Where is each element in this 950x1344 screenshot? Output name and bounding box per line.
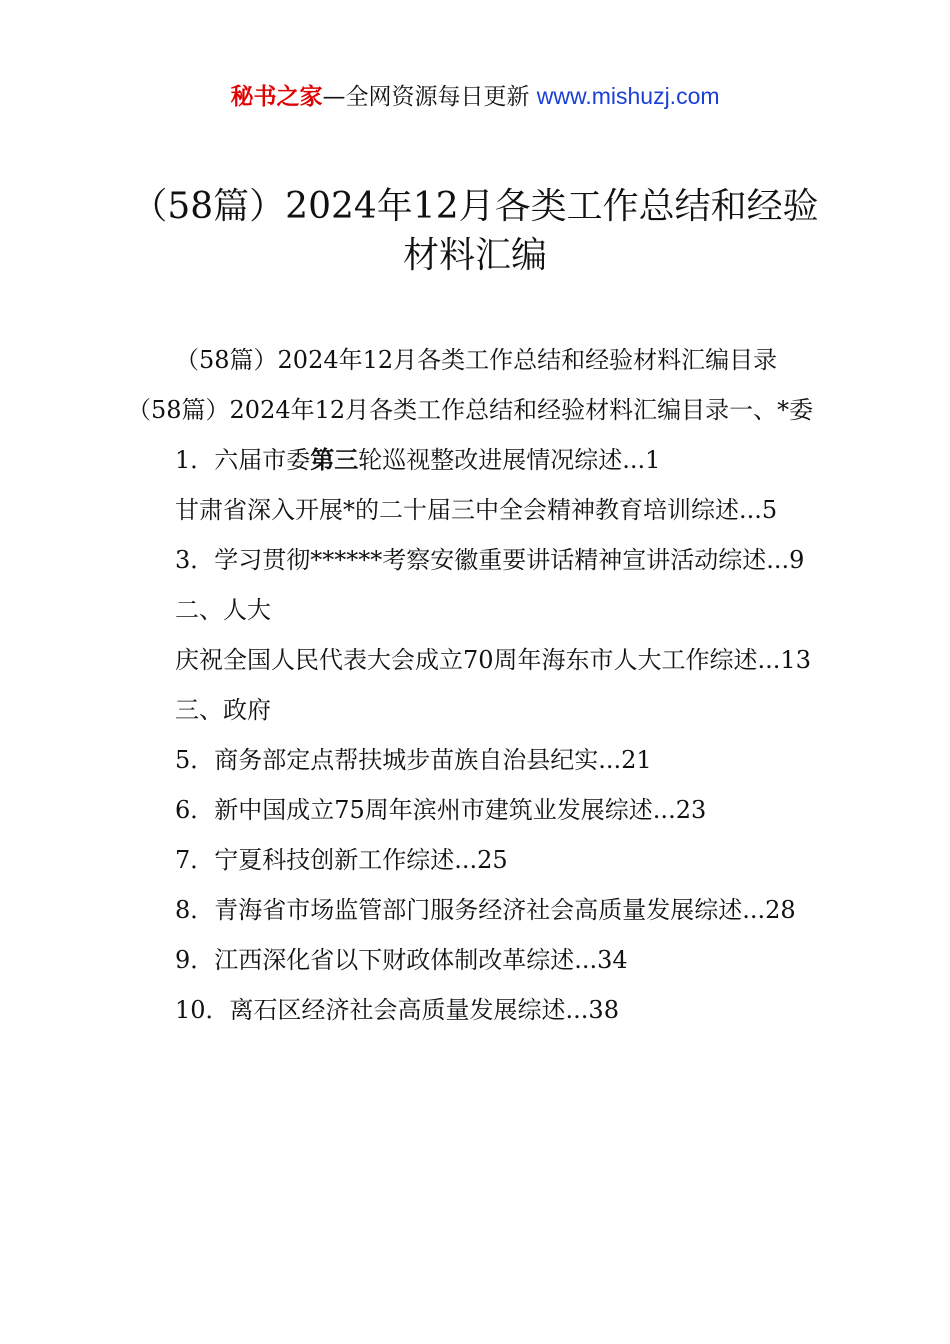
toc-item-1-bold: 第三 xyxy=(310,445,359,474)
toc-item-2: 甘肃省深入开展*的二十届三中全会精神教育培训综述...5 xyxy=(175,496,778,524)
toc-item-1 xyxy=(127,435,835,485)
toc-item-10: 10．离石区经济社会高质量发展综述...38 xyxy=(175,996,619,1024)
banner-tagline: —全网资源每日更新 xyxy=(322,84,537,110)
toc-section-zhengfu: 三、政府 xyxy=(175,696,271,724)
toc-item-4: 庆祝全国人民代表大会成立70周年海东市人大工作综述...13 xyxy=(175,646,811,674)
toc-item-1-suffix: 轮巡视整改进展情况综述...1 xyxy=(358,446,661,474)
toc-item-5: 5．商务部定点帮扶城步苗族自治县纪实...21 xyxy=(175,746,652,774)
toc-item-6: 6．新中国成立75周年滨州市建筑业发展综述...23 xyxy=(175,796,707,824)
toc-section-renda: 二、人大 xyxy=(175,596,271,624)
toc-item-3: 3．学习贯彻******考察安徽重要讲话精神宣讲活动综述...9 xyxy=(175,546,805,574)
toc-item-8: 8．青海省市场监管部门服务经济社会高质量发展综述...28 xyxy=(175,896,796,924)
site-banner xyxy=(0,80,950,113)
document-title xyxy=(120,182,830,280)
title-line-2: 材料汇编 xyxy=(402,235,547,276)
toc-item-9: 9．江西深化省以下财政体制改革综述...34 xyxy=(175,946,628,974)
toc-heading: （58篇）2024年12月各类工作总结和经验材料汇编目录 xyxy=(175,346,778,374)
site-url-link[interactable]: www.mishuzj.com xyxy=(536,83,720,109)
title-line-1: （58篇）2024年12月各类工作总结和经验 xyxy=(131,186,819,227)
toc-item-7: 7．宁夏科技创新工作综述...25 xyxy=(175,846,508,874)
toc-heading-repeat: （58篇）2024年12月各类工作总结和经验材料汇编目录一、*委 xyxy=(127,396,814,424)
brand-name: 秘书之家 xyxy=(230,84,323,110)
toc-item-1-prefix: 1．六届市委 xyxy=(175,446,311,474)
document-body xyxy=(127,335,835,1035)
